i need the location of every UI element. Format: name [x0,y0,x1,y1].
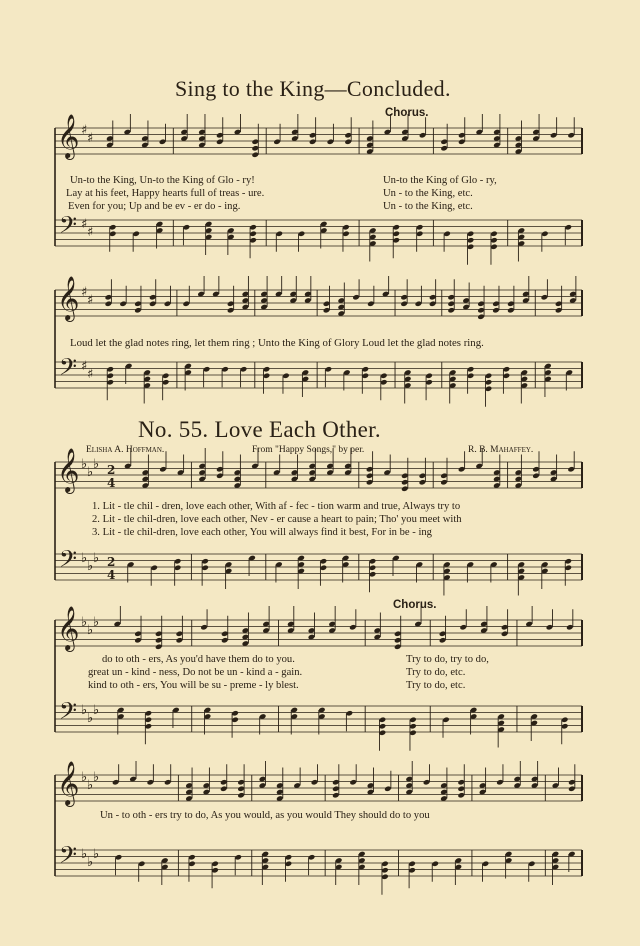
song1-system1-treble-key: ♯ [87,131,94,146]
song1-system1-bass-key: ♯ [81,217,88,232]
song2-system3-bass-key: ♭ [81,847,88,862]
song1-system1-bass-key: ♯ [87,225,94,240]
song2-system1-time-signature: 2 [107,555,116,569]
song1-title: Sing to the King—Concluded. [175,76,451,101]
song2-system3-treble-key: ♭ [81,770,88,785]
song2-system2-treble-key: ♭ [93,615,100,630]
song2-chorus-lyric3: Try to do, etc. [406,680,466,691]
song1-system2-treble-key: ♯ [81,285,88,300]
song2-lyric-verse3: 3. Lit - tle chil-dren, love each other, You will always find it best, For in be - ing [92,527,432,538]
song2-system2-bass-key: ♭ [81,703,88,718]
song2-system3-bass-clef: 𝄢 [59,841,78,874]
song2-system2-bass-clef: 𝄢 [59,697,78,730]
song1-system1-treble-key: ♯ [81,123,88,138]
song1-system2-bass-key: ♯ [87,367,94,382]
song2-title: Love Each Other. [214,417,381,442]
song2-heading [138,418,381,441]
song2-system3-treble-clef: 𝄞 [57,761,80,805]
song2-author: Elisha A. Hoffman. [86,445,165,455]
song2-chorus-lyric2: Try to do, etc. [406,667,466,678]
song2-system3-lyric: Un - to oth - ers try to do, As you would, as you would They should do to you [100,810,430,821]
song2-system2-treble-clef: 𝄞 [57,606,80,650]
song2-system1-treble-clef: 𝄞 [57,448,80,492]
song2-system3-bass-key: ♭ [87,855,94,870]
song2-system1-bass-clef: 𝄢 [59,545,78,578]
song1-chorus-lyric1: Un-to the King of Glo - ry, [383,175,497,186]
song2-system1-treble-key: ♭ [93,457,100,472]
song1-system1-treble-clef: 𝄞 [57,114,80,158]
song2-system2-treble-key: ♭ [81,615,88,630]
song2-system1-time-signature: 4 [107,568,116,582]
song1-system2-bass-key: ♯ [81,359,88,374]
song2-system3-treble-key: ♭ [93,770,100,785]
song2-lyric-verse1: 1. Lit - tle chil - dren, love each other, With af - fec - tion warm and true, Always try to [92,501,461,512]
song2-system2-verse1: do to oth - ers, As you'd have them do to you. [102,654,295,665]
song2-system3-bass-key: ♭ [93,847,100,862]
song2-source: From "Happy Songs," by per. [252,445,365,455]
song2-system2-verse2: great un - kind - ness, Do not be un - kind a - gain. [88,667,303,678]
song2-system2-bass-key: ♭ [87,711,94,726]
song1-lyric-verse1: Un-to the King, Un-to the King of Glo - ry! [70,175,255,186]
song2-composer: R. B. Mahaffey. [468,445,534,455]
song2-system1-time-signature: 2 [107,463,116,477]
song1-system1-bass-clef: 𝄢 [59,211,78,244]
song1-lyric-verse2: Lay at his feet, Happy hearts full of treas - ure. [66,188,265,199]
song2-system1-treble-key: ♭ [81,457,88,472]
song2-lyric-verse2: 2. Lit - tle chil-dren, love each other, Nev - er cause a heart to pain; Tho' you meet with [92,514,462,525]
song2-system3-treble-key: ♭ [87,778,94,793]
song1-system2-treble-clef: 𝄞 [57,276,80,320]
song2-system1-treble-key: ♭ [87,465,94,480]
song2-system1-bass-key: ♭ [81,551,88,566]
song1-system2-bass-clef: 𝄢 [59,353,78,386]
song1-lyric-verse3: Even for you; Up and be ev - er do - ing. [68,201,241,212]
song2-system1-bass-key: ♭ [93,551,100,566]
song1-chorus-lyric2: Un - to the King, etc. [383,188,473,199]
song2-system2-bass-key: ♭ [93,703,100,718]
song2-chorus-lyric1: Try to do, try to do, [406,654,489,665]
song2-system1-time-signature: 4 [107,476,116,490]
song1-system2-treble-key: ♯ [87,293,94,308]
song1-chorus-label: Chorus. [385,107,429,119]
song2-system2-verse3: kind to oth - ers, You will be su - preme - ly blest. [88,680,299,691]
song1-chorus-lyric3: Un - to the King, etc. [383,201,473,212]
song2-number: No. 55. [138,417,209,442]
song2-system1-bass-key: ♭ [87,559,94,574]
song2-chorus-label: Chorus. [393,599,437,611]
song1-system2-lyric: Loud let the glad notes ring, let them ring ; Unto the King of Glory Loud let the glad notes ring. [70,337,484,349]
song2-system2-treble-key: ♭ [87,623,94,638]
